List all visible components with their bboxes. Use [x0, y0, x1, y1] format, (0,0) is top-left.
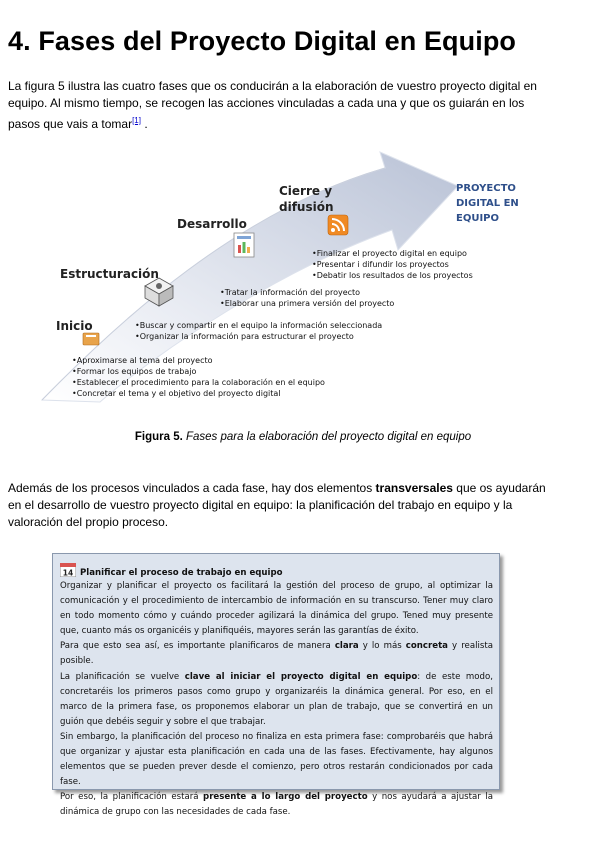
- figure-caption: [0, 431, 606, 443]
- calendar-day: 14: [62, 568, 74, 577]
- p3-bold: clave al iniciar el proyecto digital en equipo: [184, 671, 418, 682]
- phase-desarrollo-label: Desarrollo: [177, 217, 247, 231]
- phase-inicio-label: Inicio: [56, 319, 93, 333]
- para2-before: Además de los procesos vinculados a cada fase, hay dos elementos: [8, 481, 376, 495]
- box-paragraph-5: [60, 790, 493, 820]
- p5-a: Por eso, la planificación estará: [60, 792, 204, 803]
- caption-label: Figura 5.: [134, 431, 183, 443]
- p2-c: y lo más: [358, 641, 406, 652]
- cierre-bullets: [312, 248, 473, 281]
- document-chart-icon: [234, 233, 254, 257]
- intro-paragraph: [8, 78, 553, 133]
- inicio-bullets: [72, 355, 325, 399]
- intro-end: .: [140, 117, 148, 131]
- caption-text: Fases para la elaboración del proyecto digital en equipo: [182, 431, 472, 443]
- planning-box: [52, 553, 500, 818]
- box-paragraph-1: Organizar y planificar el proyecto os facilitará la gestión del proceso de grupo, al optimizar la comunicación y el procedimiento de intercambio de información en su transcurso. Tener muy claro en todo momento cómo y cuándo proceder agilizará la dinámica del grupo. Tened muy presente que, cuanto más os organicéis y planifiquéis, mayores serán las garantías de éxito.: [60, 581, 493, 637]
- para2-after: que os ayudarán en el desarrollo de vuestro proyecto digital en equipo: la planificación del trabajo en equipo y la valoración del propio proceso.: [8, 481, 546, 529]
- p5-bold: presente a lo largo del proyecto: [203, 792, 368, 803]
- transversal-paragraph: [8, 480, 553, 531]
- list-item: •Finalizar el proyecto digital en equipo: [312, 249, 467, 258]
- phase-cierre-label: [279, 183, 334, 215]
- target-line-3: EQUIPO: [456, 213, 500, 224]
- cierre-line-1: Cierre y: [279, 184, 333, 198]
- p2-bold-1: clara: [334, 641, 359, 652]
- list-item: •Elaborar una primera versión del proyecto: [220, 299, 395, 308]
- p3-a: La planificación se vuelve: [60, 671, 185, 682]
- calendar-icon: [60, 563, 76, 577]
- para2-bold: transversales: [375, 481, 453, 495]
- phases-figure: [40, 150, 560, 405]
- box-paragraph-4: Sin embargo, la planificación del proceso no finaliza en esta primera fase: comprobaréis que habrá que organizar y ajustar esta planificación en cada una de las fases. Efectivamente, hay algunos elementos que se pueden prever desde el comienzo, pero otros restarán condicionados por cada fase.: [60, 731, 493, 788]
- p2-bold-2: concreta: [405, 641, 448, 652]
- list-item: •Presentar i difundir los proyectos: [312, 260, 449, 269]
- box-title: Planificar el proceso de trabajo en equipo: [80, 568, 283, 578]
- p3-c: : de este modo, concretaréis los primeros pasos como grupo y organizaréis la dinámica general. Por eso, en el marco de la primera fase, os proponemos elaborar un plan de trabajo, que se convertirá en un guión que debéis seguir y sobre el que trabajar.: [60, 671, 493, 727]
- cierre-line-2: difusión: [279, 200, 334, 214]
- target-line-2: DIGITAL EN: [456, 198, 519, 209]
- desarrollo-bullets: [220, 287, 394, 309]
- box-header: [60, 563, 493, 579]
- list-item: •Aproximarse al tema del proyecto: [72, 356, 213, 365]
- box-paragraph-3: [60, 670, 493, 730]
- box-paragraph-2: [60, 639, 493, 669]
- page-title: 4. Fases del Proyecto Digital en Equipo: [8, 26, 517, 56]
- phase-estructuracion-label: Estructuración: [60, 267, 159, 281]
- rss-icon: [328, 215, 348, 235]
- project-target-label: [456, 181, 519, 226]
- list-item: •Buscar y compartir en el equipo la información seleccionada: [135, 321, 383, 330]
- p2-a: Para que esto sea así, es importante planificaros de manera: [60, 641, 335, 652]
- target-line-1: PROYECTO: [456, 183, 516, 194]
- list-item: •Establecer el procedimiento para la colaboración en el equipo: [72, 378, 325, 387]
- intro-text: La figura 5 ilustra las cuatro fases que os conducirán a la elaboración de vuestro proyecto digital en equipo. Al mismo tiempo, se recogen las acciones vinculadas a cada una y que os guiarán en los pasos que vais a tomar: [8, 79, 537, 131]
- list-item: •Concretar el tema y el objetivo del proyecto digital: [72, 389, 281, 398]
- footnote-link[interactable]: [1]: [132, 116, 141, 125]
- p5-c: y nos ayudará a ajustar la dinámica de grupo con las necesidades de cada fase.: [60, 792, 493, 818]
- list-item: •Formar los equipos de trabajo: [72, 367, 197, 376]
- p2-d: y realista posible.: [60, 641, 493, 667]
- estructuracion-bullets: [135, 320, 382, 342]
- list-item: •Tratar la información del proyecto: [220, 288, 361, 297]
- list-item: •Debatir los resultados de los proyectos: [312, 271, 473, 280]
- list-item: •Organizar la información para estructurar el proyecto: [135, 332, 354, 341]
- pencil-icon: [83, 333, 99, 345]
